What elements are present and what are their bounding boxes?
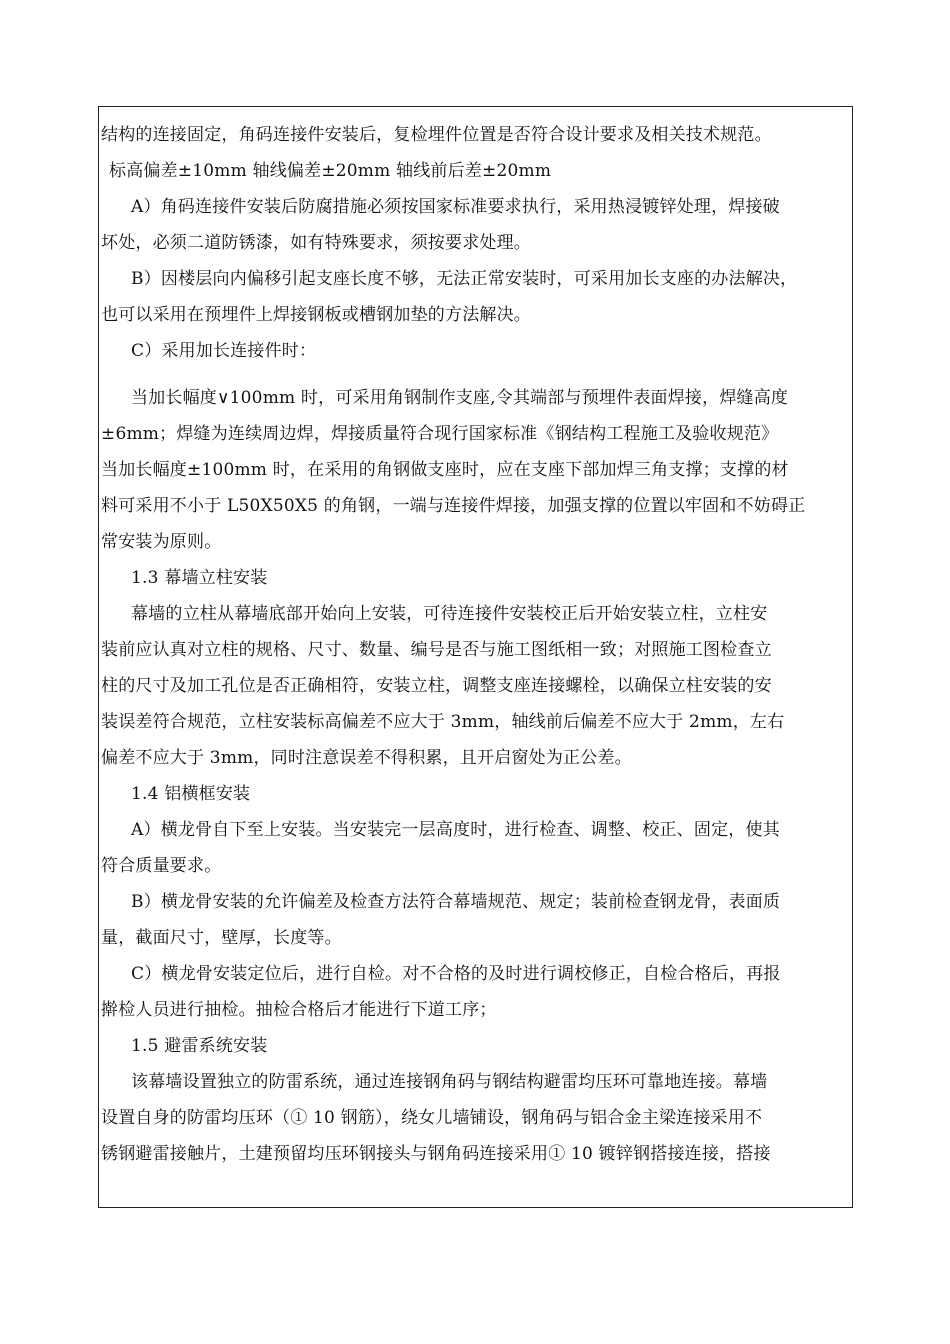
section-heading: 1.3 幕墙立柱安装 xyxy=(131,568,268,588)
text-line: B）因楼层向内偏移引起支座长度不够，无法正常安装时，可采用加长支座的办法解决， xyxy=(131,269,798,289)
document-body xyxy=(101,121,852,1176)
text-line: C）采用加长连接件时： xyxy=(131,341,317,361)
section-heading: 1.4 铝横框安装 xyxy=(131,784,251,804)
text-line: 结构的连接固定，角码连接件安装后，复检埋件位置是否符合设计要求及相关技术规范。 xyxy=(101,125,772,145)
text-line: 符合质量要求。 xyxy=(101,856,222,876)
text-line: ±6mm；焊缝为连续周边焊，焊接质量符合现行国家标准《钢结构工程施工及验收规范》 xyxy=(101,424,779,444)
text-line: 装前应认真对立柱的规格、尺寸、数量、编号是否与施工图纸相一致；对照施工图检查立 xyxy=(101,640,772,660)
text-line: 偏差不应大于 3mm，同时注意误差不得积累，且开启窗处为正公差。 xyxy=(101,748,632,768)
text-line: 设置自身的防雷均压环（① 10 钢筋），绕女儿墙铺设，钢角码与铝合金主梁连接采用不 xyxy=(101,1108,763,1128)
text-line: 当加长幅度±100mm 时，在采用的角钢做支座时，应在支座下部加焊三角支撑；支撑的材 xyxy=(101,460,789,480)
text-line: 标高偏差±10mm 轴线偏差±20mm 轴线前后差±20mm xyxy=(109,161,552,181)
text-line: 锈钢避雷接触片，土建预留均压环钢接头与钢角码连接采用① 10 镀锌钢搭接连接，搭接 xyxy=(101,1144,771,1164)
text-line: 擀检人员进行抽检。抽检合格后才能进行下道工序； xyxy=(101,1000,497,1020)
text-line: 常安装为原则。 xyxy=(101,532,222,552)
text-line: 该幕墙设置独立的防雷系统，通过连接钢角码与钢结构避雷均压环可靠地连接。幕墙 xyxy=(131,1072,768,1092)
text-line: 坏处，必须二道防锈漆，如有特殊要求，须按要求处理。 xyxy=(101,233,531,253)
text-line: 也可以采用在预埋件上焊接钢板或槽钢加垫的方法解决。 xyxy=(101,305,531,325)
text-line: 装误差符合规范，立柱安装标高偏差不应大于 3mm，轴线前后偏差不应大于 2mm，左右 xyxy=(101,712,785,732)
text-line: C）横龙骨安装定位后，进行自检。对不合格的及时进行调校修正，自检合格后，再报 xyxy=(131,964,781,984)
text-line: A）角码连接件安装后防腐措施必须按国家标准要求执行，采用热浸镀锌处理，焊接破 xyxy=(131,197,780,217)
text-line: 量，截面尺寸，壁厚，长度等。 xyxy=(101,928,342,948)
text-line: 当加长幅度∨100mm 时，可采用角钢制作支座,令其端部与预埋件表面焊接，焊缝高度 xyxy=(131,388,789,408)
text-line: B）横龙骨安装的允许偏差及检查方法符合幕墙规范、规定；装前检查钢龙骨，表面质 xyxy=(131,892,781,912)
text-line: A）横龙骨自下至上安装。当安装完一层高度时，进行检查、调整、校正、固定，使其 xyxy=(131,820,780,840)
document-table-cell xyxy=(98,106,853,1208)
section-heading: 1.5 避雷系统安装 xyxy=(131,1036,268,1056)
text-line: 幕墙的立柱从幕墙底部开始向上安装，可待连接件安装校正后开始安装立柱，立柱安 xyxy=(131,604,768,624)
text-line: 柱的尺寸及加工孔位是否正确相符，安装立柱，调整支座连接螺栓，以确保立柱安装的安 xyxy=(101,676,772,696)
text-line: 料可采用不小于 L50X50X5 的角钢，一端与连接件焊接，加强支撑的位置以牢固和不妨碍正 xyxy=(101,496,806,516)
